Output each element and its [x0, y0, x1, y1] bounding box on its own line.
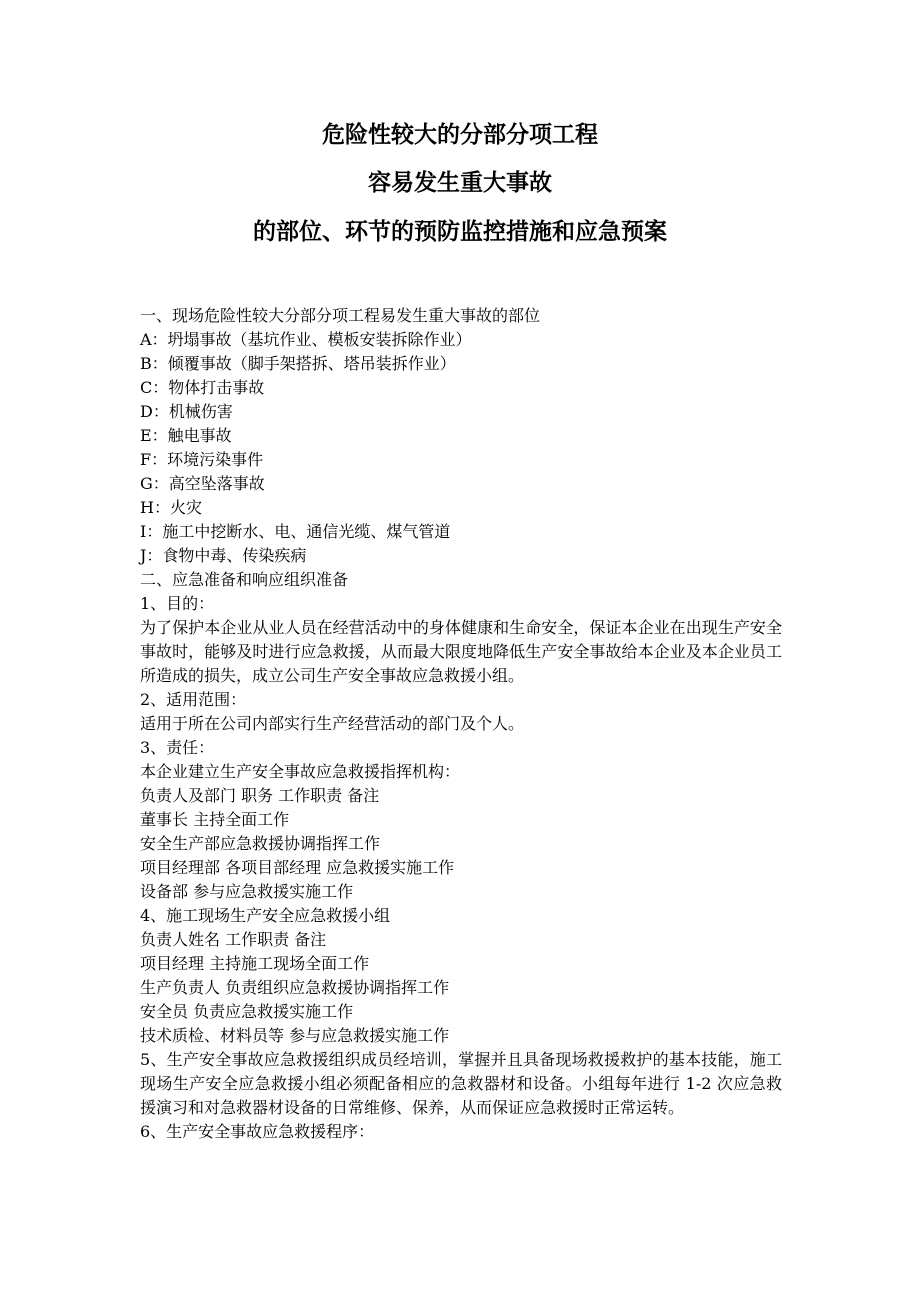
team-line: 安全员 负责应急救援实施工作	[140, 1002, 354, 1021]
accident-item-g: G：高空坠落事故	[140, 474, 265, 493]
section-2-heading: 二、应急准备和响应组织准备	[140, 570, 349, 589]
purpose-heading: 1、目的：	[140, 594, 215, 613]
team-heading: 4、施工现场生产安全应急救援小组	[140, 906, 391, 925]
team-line: 项目经理 主持施工现场全面工作	[140, 954, 370, 973]
accident-item-h: H：火灾	[140, 498, 202, 517]
accident-item-b: B：倾覆事故（脚手架搭拆、塔吊装拆作业）	[140, 354, 456, 373]
responsibility-line: 设备部 参与应急救援实施工作	[140, 882, 354, 901]
scope-paragraph: 适用于所在公司内部实行生产经营活动的部门及个人。	[140, 714, 525, 733]
accident-item-c: C：物体打击事故	[140, 378, 265, 397]
training-paragraph: 5、生产安全事故应急救援组织成员经培训，掌握并且具备现场救援救护的基本技能，施工现场生产安全应急救援小组必须配备相应的急救器材和设备。小组每年进行 1-2 次应急救援演习和对急救器材设备的日常维修、保养，从而保证应急救援时正常运转。	[140, 1050, 782, 1117]
accident-item-j: J：食物中毒、传染疾病	[140, 546, 307, 565]
team-line: 技术质检、材料员等 参与应急救援实施工作	[140, 1026, 450, 1045]
team-line: 负责人姓名 工作职责 备注	[140, 930, 327, 949]
accident-item-d: D：机械伤害	[140, 402, 233, 421]
team-line: 生产负责人 负责组织应急救援协调指挥工作	[140, 978, 450, 997]
purpose-paragraph: 为了保护本企业从业人员在经营活动中的身体健康和生命安全，保证本企业在出现生产安全事故时，能够及时进行应急救援，从而最大限度地降低生产安全事故给本企业及本企业员工所造成的损失，成立公司生产安全事故应急救援小组。	[140, 618, 782, 685]
procedure-heading: 6、生产安全事故应急救援程序：	[140, 1122, 375, 1141]
scope-heading: 2、适用范围：	[140, 690, 247, 709]
document-title-line-2: 容易发生重大事故	[368, 169, 552, 196]
document-title-line-3: 的部位、环节的预防监控措施和应急预案	[253, 218, 667, 245]
section-1-heading: 一、现场危险性较大分部分项工程易发生重大事故的部位	[140, 306, 541, 325]
accident-item-i: I：施工中挖断水、电、通信光缆、煤气管道	[140, 522, 451, 541]
accident-item-e: E：触电事故	[140, 426, 232, 445]
responsibility-heading: 3、责任：	[140, 738, 215, 757]
responsibility-line: 董事长 主持全面工作	[140, 810, 290, 829]
accident-item-a: A：坍塌事故（基坑作业、模板安装拆除作业）	[140, 330, 472, 349]
responsibility-line: 安全生产部应急救援协调指挥工作	[140, 834, 381, 853]
accident-item-f: F：环境污染事件	[140, 450, 264, 469]
responsibility-line: 本企业建立生产安全事故应急救援指挥机构：	[140, 762, 461, 781]
document-body	[140, 304, 782, 1144]
responsibility-line: 项目经理部 各项目部经理 应急救援实施工作	[140, 858, 455, 877]
responsibility-line: 负责人及部门 职务 工作职责 备注	[140, 786, 380, 805]
document-title-line-1: 危险性较大的分部分项工程	[322, 121, 598, 148]
